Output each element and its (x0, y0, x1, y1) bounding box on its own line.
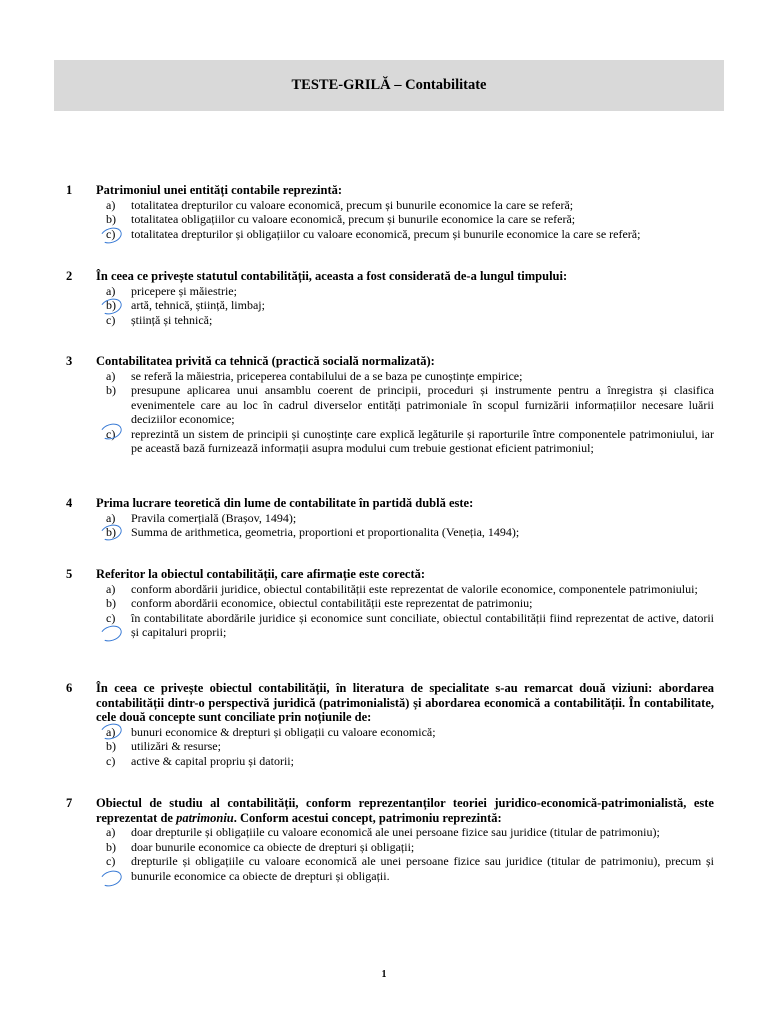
question-number: 5 (66, 567, 73, 581)
option-text: totalitatea drepturilor cu valoare economică, precum și bunurile economice la care se referă; (131, 197, 574, 212)
question-text-part: Obiectul de studiu al contabilității, conform reprezentanților teoriei juridico-economică-patrimonialistă, este reprezentat de (96, 796, 714, 825)
option-b[interactable] (0, 739, 768, 754)
page-number: 1 (381, 969, 387, 980)
page-title: TESTE-GRILĂ – Contabilitate (291, 77, 487, 93)
question-text: În ceea ce privește obiectul contabilității, în literatura de specialitate s-au remarcat două viziuni: abordarea contabilității dintr-o perspectivă juridică (patrimonialistă) și abordarea economică a contabilității. În contabilitate, cele două concepte sunt conciliate prin noțiunile de: (96, 681, 714, 724)
option-a[interactable] (0, 284, 768, 299)
option-letter: b) (106, 525, 116, 539)
option-text: totalitatea drepturilor și obligațiilor cu valoare economică, precum și bunurile economice la care se referă; (131, 226, 641, 241)
option-c[interactable] (0, 754, 768, 769)
option-text: conform abordării juridice, obiectul contabilității este reprezentat de valorile economice, componentele patrimoniului; (131, 581, 698, 596)
option-c[interactable] (0, 313, 768, 328)
option-text: presupune aplicarea unui ansamblu coerent de principii, proceduri și instrumente pentru a înregistra și clasifica evenimentele care au loc în cadrul diverselor entități patrimoniale în scopul furnizării informațiilor necesare luării deciziilor economice; (131, 383, 714, 426)
option-letter: b) (106, 298, 116, 312)
option-letter: b) (106, 383, 116, 397)
option-letter: b) (106, 212, 116, 226)
question-text: Prima lucrare teoretică din lume de contabilitate în partidă dublă este: (96, 496, 474, 510)
question-number: 7 (66, 796, 73, 810)
title-band (54, 60, 724, 111)
option-text: bunuri economice & drepturi și obligații cu valoare economică; (131, 724, 436, 739)
option-letter: a) (106, 825, 116, 839)
option-text: utilizări & resurse; (131, 739, 221, 753)
question-number: 4 (66, 496, 73, 510)
question-text: Referitor la obiectul contabilității, care afirmație este corectă: (96, 567, 426, 581)
question-text-part: . Conform acestui concept, patrimoniu reprezintă: (233, 810, 502, 825)
option-text: doar drepturile și obligațiile cu valoare economică ale unei persoane fizice sau juridice (titular de patrimoniu); (131, 825, 660, 839)
option-text: Pravila comerțială (Brașov, 1494); (131, 510, 297, 525)
question-text-italic: patrimoniu (176, 810, 234, 825)
option-b[interactable] (0, 212, 768, 227)
option-letter: b) (106, 596, 116, 610)
option-letter: a) (106, 283, 116, 298)
option-letter: b) (106, 839, 116, 854)
option-letter: c) (106, 610, 116, 625)
option-text: conform abordării economice, obiectul contabilității este reprezentat de patrimoniu; (131, 596, 533, 610)
option-text: reprezintă un sistem de principii și cunoștințe care explică legăturile și raporturile între componentele patrimoniului, iar pe această bază furnizează informații asupra modului cum trebuie gestionat eficient patrimoniul; (131, 426, 714, 455)
option-text: știință și tehnică; (131, 312, 213, 327)
option-a[interactable] (0, 198, 768, 213)
option-letter: c) (106, 226, 116, 241)
question-number: 3 (66, 354, 73, 368)
option-letter: c) (106, 753, 116, 768)
question-text: În ceea ce privește statutul contabilității, aceasta a fost considerată de-a lungul timpului: (96, 269, 568, 283)
option-text: pricepere și măiestrie; (131, 283, 237, 298)
option-a[interactable] (0, 582, 768, 597)
option-letter: a) (106, 581, 116, 596)
question-number: 2 (66, 269, 73, 283)
option-letter: b) (106, 739, 116, 753)
option-b[interactable] (0, 383, 768, 427)
question-text (96, 796, 714, 825)
option-letter: c) (106, 312, 116, 327)
option-text: doar bunurile economice ca obiecte de drepturi și obligații; (131, 839, 415, 854)
option-b[interactable] (0, 840, 768, 855)
option-text: totalitatea obligațiilor cu valoare economică, precum și bunurile economice la care se referă; (131, 212, 576, 226)
option-text: se referă la măiestria, priceperea contabilului de a se baza pe cunoștințe empirice; (131, 368, 523, 383)
option-letter: a) (106, 724, 116, 739)
option-text: Summa de arithmetica, geometria, proportioni et proportionalita (Veneția, 1494); (131, 525, 520, 539)
option-letter: a) (106, 197, 116, 212)
option-text: drepturile și obligațiile cu valoare economică ale unei persoane fizice sau juridice (titular de patrimoniu), precum și bunurile economice ca obiecte de drepturi și obligații. (131, 854, 714, 883)
option-a[interactable] (0, 369, 768, 384)
option-a[interactable] (0, 825, 768, 840)
question-text: Patrimoniul unei entități contabile reprezintă: (96, 183, 343, 197)
option-b[interactable] (0, 596, 768, 611)
option-text: active & capital propriu și datorii; (131, 753, 294, 768)
question-text: Contabilitatea privită ca tehnică (practică socială normalizată): (96, 354, 435, 368)
option-text: artă, tehnică, știință, limbaj; (131, 298, 265, 312)
question-number: 6 (66, 681, 73, 695)
option-letter: a) (106, 510, 116, 525)
option-letter: c) (106, 854, 116, 868)
option-letter: c) (106, 426, 116, 441)
question-number: 1 (66, 183, 73, 197)
option-letter: a) (106, 368, 116, 383)
option-a[interactable] (0, 511, 768, 526)
option-text: în contabilitate abordările juridice și economice sunt conciliate, obiectul contabilității fiind reprezentat de active, datorii și capitaluri proprii; (131, 610, 714, 639)
